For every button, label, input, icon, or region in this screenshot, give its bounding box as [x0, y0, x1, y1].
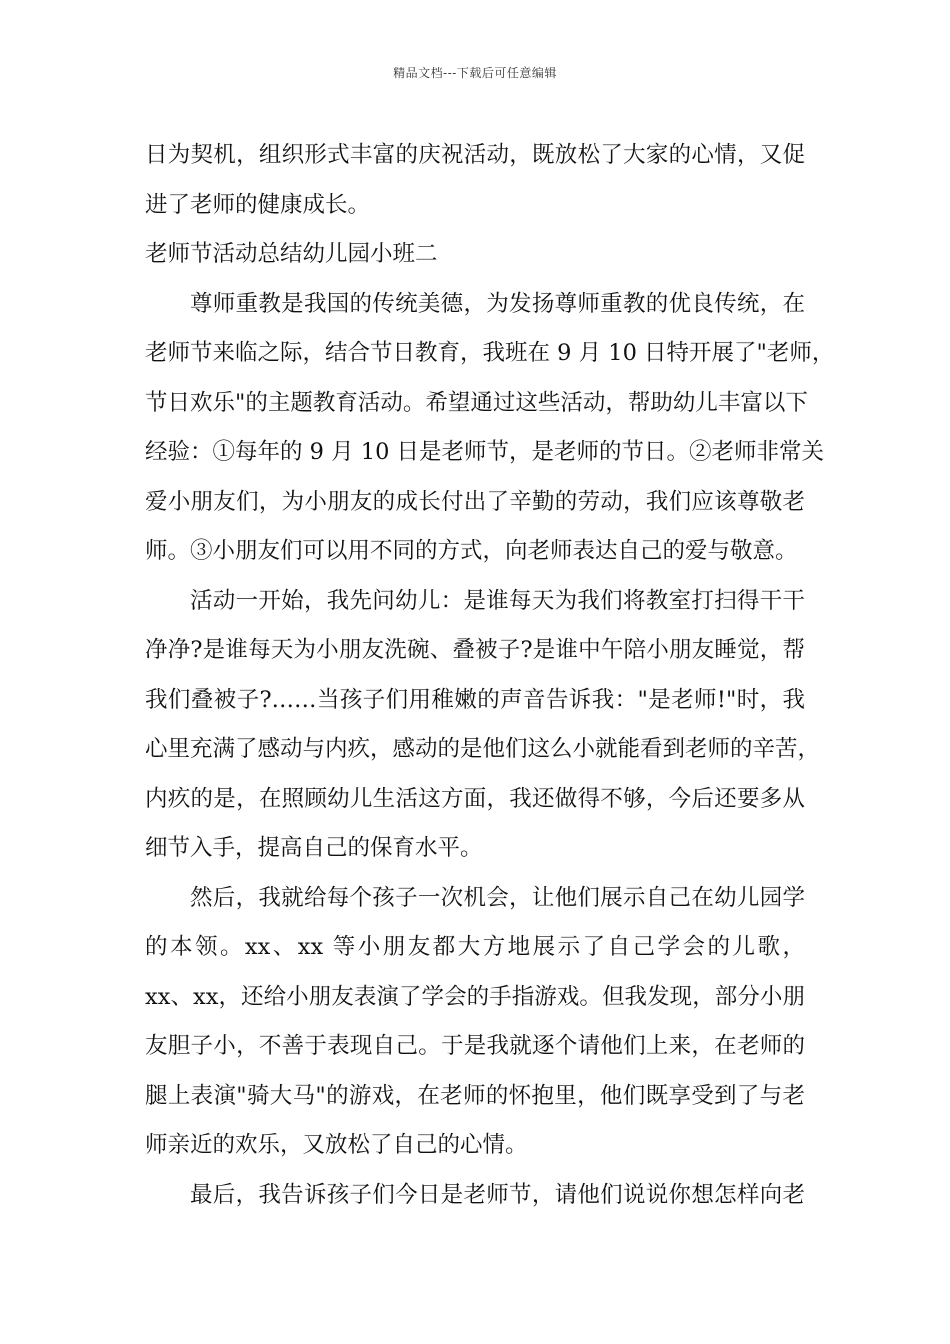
text-line: 净净?是谁每天为小朋友洗碗、叠被子?是谁中午陪小朋友睡觉，帮	[145, 637, 805, 663]
text-line: 的本领。xx、xx 等小朋友都大方地展示了自己学会的儿歌，	[145, 934, 805, 960]
text-line: 活动一开始，我先问幼儿：是谁每天为我们将教室打扫得干干	[190, 587, 805, 614]
text-line: 老师节活动总结幼儿园小班二	[145, 241, 438, 267]
text-line: 爱小朋友们，为小朋友的成长付出了辛勤的劳动，我们应该尊敬老	[145, 488, 805, 515]
text-line: 进了老师的健康成长。	[145, 191, 371, 218]
text-line: xx、xx，还给小朋友表演了学会的手指游戏。但我发现，部分小朋	[145, 983, 805, 1010]
page-header: 精品文档---下载后可任意编辑	[393, 66, 557, 80]
text-line: 师亲近的欢乐，又放松了自己的心情。	[145, 1132, 528, 1158]
document-body	[145, 131, 835, 1220]
text-line: 然后，我就给每个孩子一次机会，让他们展示自己在幼儿园学	[190, 884, 805, 911]
text-line: 心里充满了感动与内疚，感动的是他们这么小就能看到老师的辛苦，	[145, 736, 821, 762]
text-line: 内疚的是，在照顾幼儿生活这方面，我还做得不够，今后还要多从	[145, 785, 805, 812]
text-line: 老师节来临之际，结合节日教育，我班在 9 月 10 日特开展了"老师，	[145, 340, 835, 366]
text-line: 细节入手，提高自己的保育水平。	[145, 835, 483, 861]
text-line: 我们叠被子?……当孩子们用稚嫩的声音告诉我："是老师!"时，我	[145, 686, 805, 713]
text-line: 友胆子小，不善于表现自己。于是我就逐个请他们上来，在老师的	[145, 1033, 805, 1059]
text-line: 节日欢乐"的主题教育活动。希望通过这些活动，帮助幼儿丰富以下	[145, 389, 808, 416]
text-line: 师。③小朋友们可以用不同的方式，向老师表达自己的爱与敬意。	[145, 538, 798, 564]
text-line: 日为契机，组织形式丰富的庆祝活动，既放松了大家的心情，又促	[145, 142, 805, 168]
text-line: 尊师重教是我国的传统美德，为发扬尊师重教的优良传统，在	[190, 290, 805, 317]
text-line: 最后，我告诉孩子们今日是老师节，请他们说说你想怎样向老	[190, 1181, 805, 1208]
text-line: 经验：①每年的 9 月 10 日是老师节，是老师的节日。②老师非常关	[145, 439, 825, 465]
text-line: 腿上表演"骑大马"的游戏，在老师的怀抱里，他们既享受到了与老	[145, 1082, 805, 1109]
